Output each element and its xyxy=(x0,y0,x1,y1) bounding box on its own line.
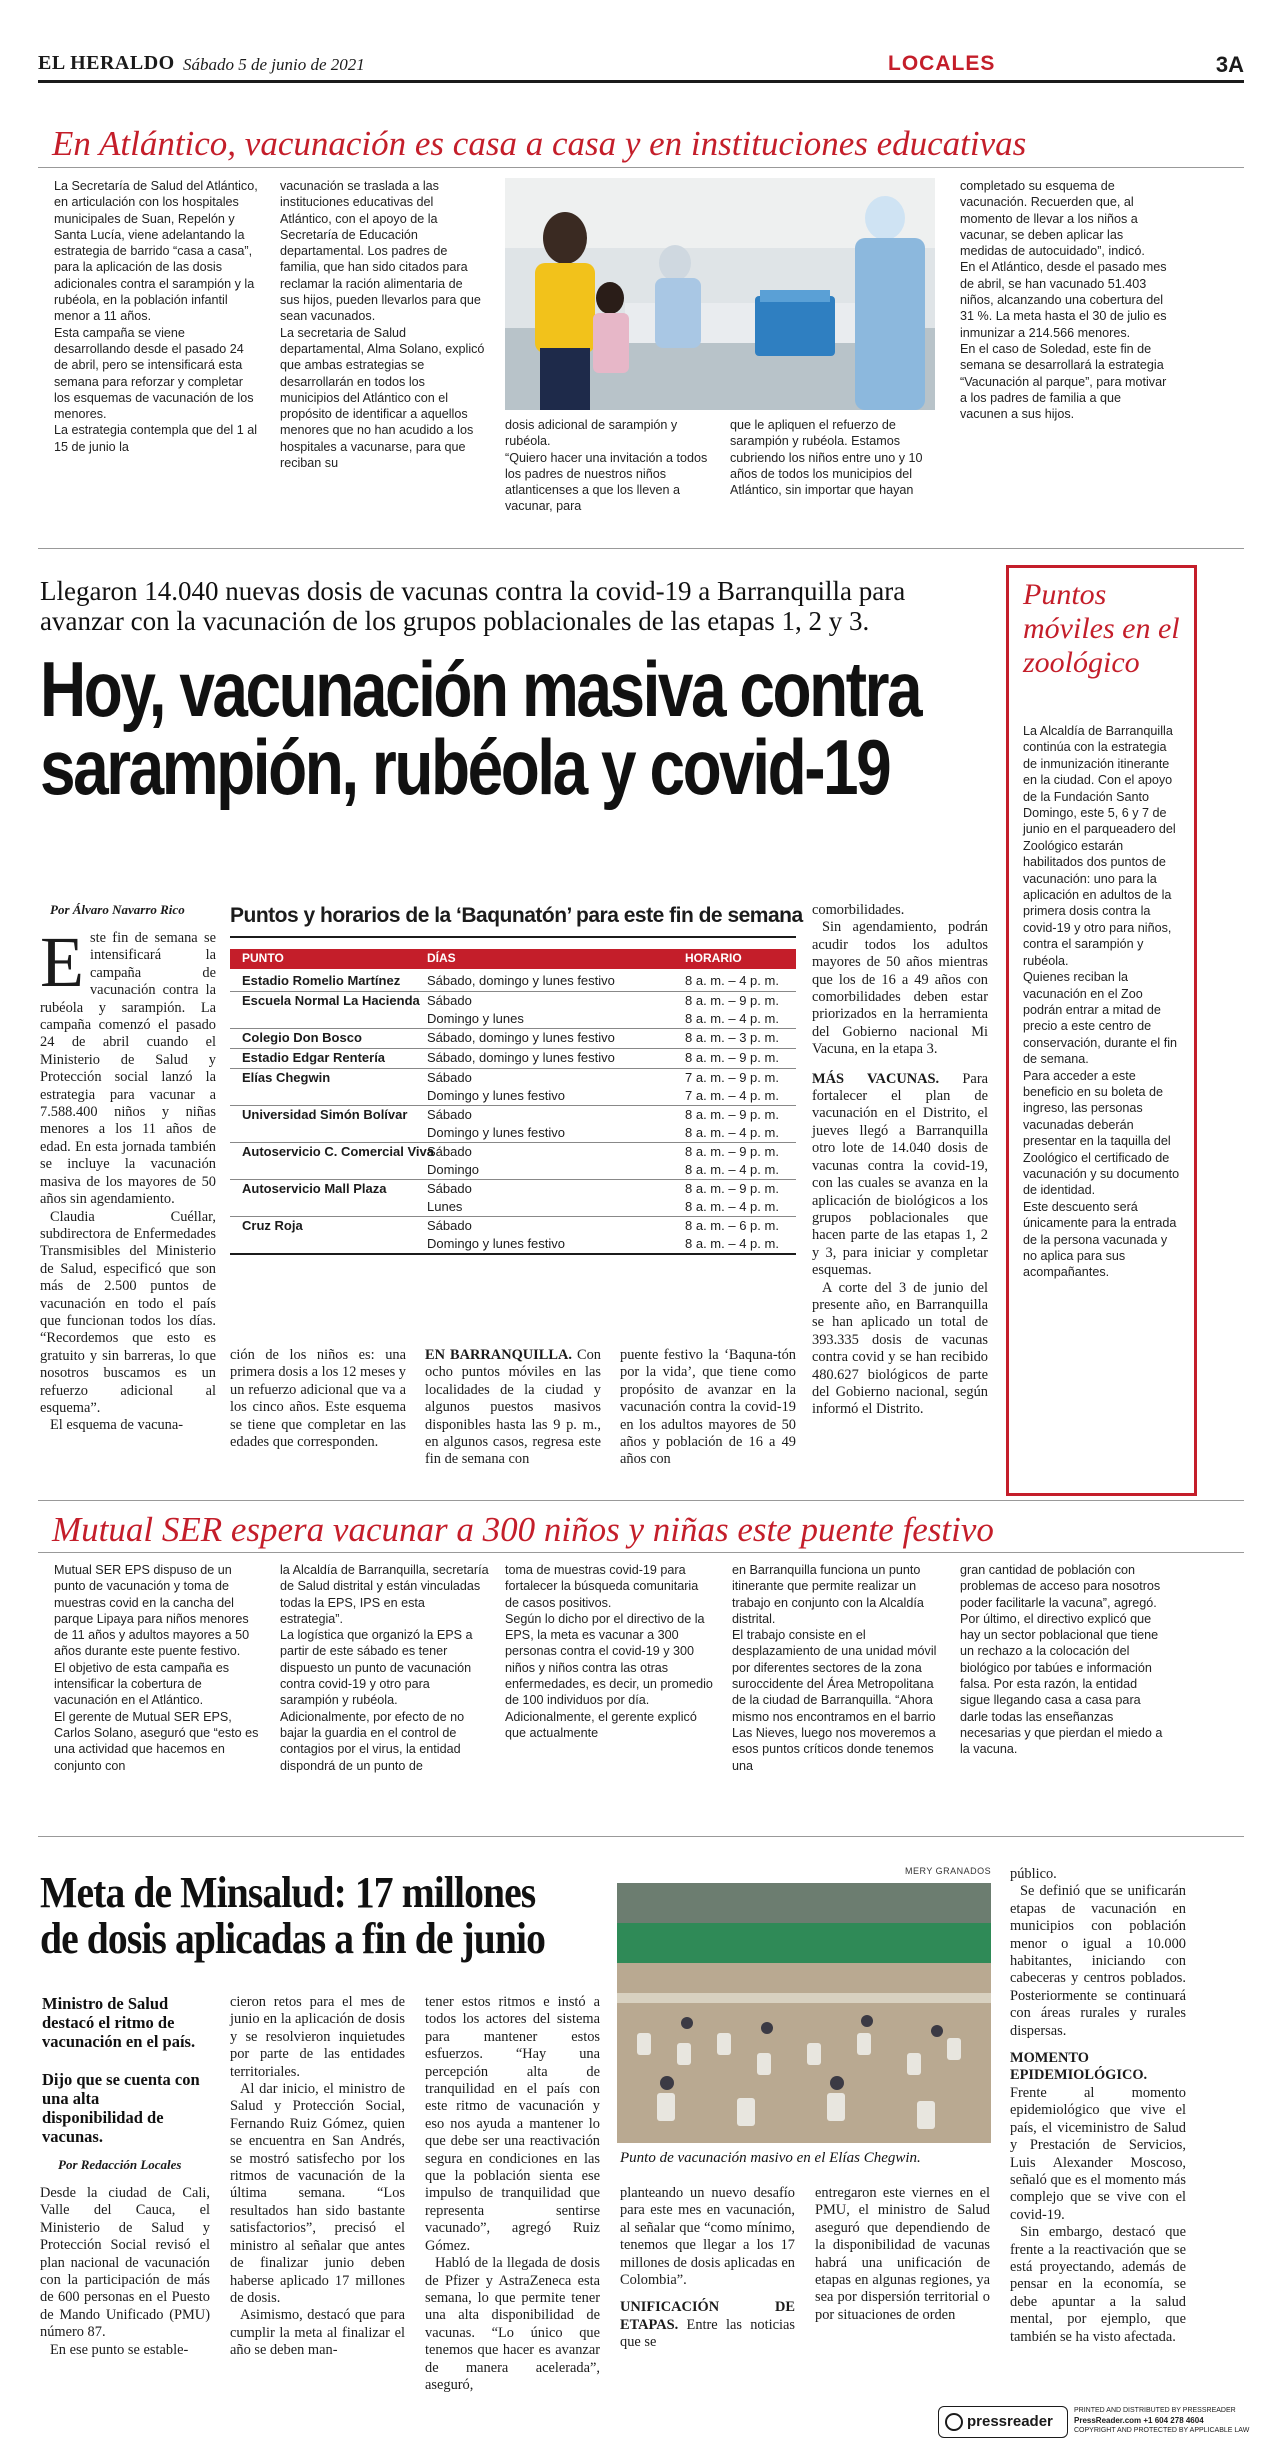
sidebar-zoo-box xyxy=(1006,565,1197,1496)
story2-byline: Por Álvaro Navarro Rico xyxy=(50,902,185,917)
story3-col3: toma de muestras covid-19 para fortalecer la búsqueda comunitaria de casos positivos. Según lo dicho por el directivo de la EPS, la meta es vacunar a 300 personas contra el covid-19 y 300 niños y niños contra las otras enfermedades, es decir, un promedio de 100 individuos por día. Adicionalmente, el gerente explicó que actualmente xyxy=(505,1563,713,1740)
story1-col5: completado su esquema de vacunación. Recuerden que, al momento de llevar a los niños a vacunar, se deben aplicar las medidas de autocuidado”, indicó. En el Atlántico, desde el pasado mes de abril, se han vacunado 51.403 niños, alcanzando una cobertura del 31 %. La meta hasta el 30 de julio es inmunizar a 214.566 menores. En el caso de Soledad, este fin de semana se desarrollará la estrategia “Vacunación al parque”, para motivar a los padres de familia a que vacunen a sus hijos. xyxy=(960,179,1167,422)
col-header-horario: HORARIO xyxy=(685,951,742,965)
photo-credit: MERY GRANADOS xyxy=(905,1866,992,1876)
photo-caption: Punto de vacunación masivo en el Elías Chegwin. xyxy=(620,2150,921,2166)
story2-subhead: Llegaron 14.040 nuevas dosis de vacunas contra la covid-19 a Barranquilla para avanzar con la vacunación de los grupos poblacionales de las etapas 1, 2 y 3. xyxy=(40,576,906,636)
story1-col1: La Secretaría de Salud del Atlántico, en articulación con los hospitales municipales de Suan, Repelón y Santa Lucía, viene adelantando la estrategia de barrido “casa a casa”, para la aplicación de las dosis adicionales contra el sarampión y la rubéola, en la población infantil menor a 11 años. Esta campaña se viene desarrollando desde el pasado 24 de abril, pero se intensificará esta semana para reforzar y completar los esquemas de vacunación de los menores. La estrategia contempla que del 1 al 15 de junio la xyxy=(54,179,258,454)
story2-col5: comorbilidades. Sin agendamiento, podrán acudir todos los adultos mayores de 50 años mientras que los de 16 a 49 años con comorbilidades deben estar priorizados en la herramienta del Gobierno nacional Mi Vacuna, en la etapa 3. MÁS VACUNAS. Para fortalecer el plan de vacunación en el Distrito, el jueves llegó a Barranquilla otro lote de 14.040 dosis de vacunas contra la covid-19, con las cuales se avanza en la aplicación de biológicos a los grupos poblacionales que hacen parte de las etapas 1, 2 y 3, para iniciar y completar esquemas. A corte del 3 de junio del presente año, en Barranquilla se han aplicado un total de 393.335 dosis de vacunas contra covid y se han recibido 480.627 biológicos de parte del Gobierno nacional, según informó el Distrito. xyxy=(812,902,988,1418)
story3-headline: Mutual SER espera vacunar a 300 niños y niñas este puente festivo xyxy=(52,1510,994,1549)
story4-col4: planteando un nuevo desafío para este mes en vacunación, al señalar que “como mínimo, tenemos que llegar a los 17 millones de dosis aplicadas en Colombia”. UNIFICACIÓN DE ETAPAS. Entre las noticias que se xyxy=(620,2185,795,2351)
story4-col6: público. Se definió que se unificarán etapas de vacunación en municipios con población menor o igual a 10.000 habitantes, iniciando con cabeceras y centros poblados. Posteriormente se continuará con áreas rurales y rurales dispersas. MOMENTO EPIDEMIOLÓGICO. Frente al momento epidemiológico que vive el país, el viceministro de Salud y Prestación de Servicios, Luis Alexander Moscoso, señaló que es el momento más complejo que se vive con el covid-19. Sin embargo, destacó que frente a la reactivación que se está proyectando, además de pensar en la economía, se debe apuntar a la salud mental, por ejemplo, que también se ha visto afectada. xyxy=(1010,1866,1186,2345)
table-row: Cruz Roja Sábado Domingo y lunes festivo 8 a. m. – 6 p. m. 8 a. m. – 4 p. m. xyxy=(230,1217,796,1255)
story1-headline: En Atlántico, vacunación es casa a casa y en instituciones educativas xyxy=(52,124,1027,163)
sidebar-title: Puntos móviles en el zoológico xyxy=(1023,578,1180,679)
story1-col2: vacunación se traslada a las instituciones educativas del Atlántico, con el apoyo de la Secretaría de Educación departamental. Los padres de familia, que han sido citados para reclamar la ración alimentaria de sus hijos, pueden llevarlos para que sean vacunados. La secretaria de Salud departamental, Alma Solano, explicó que ambas estrategias se desarrollarán en todos los municipios del Atlántico con el propósito de identificar a aquellos menores que no han acudido a los hospitales a vacunarse, para que reciban su xyxy=(280,179,485,471)
story4-headline: Meta de Minsalud: 17 millones de dosis aplicadas a fin de junio xyxy=(40,1868,546,1963)
story3-col1: Mutual SER EPS dispuso de un punto de vacunación y toma de muestras covid en la cancha del parque Lipaya para niños menores de 11 años y adultos mayores a 50 años durante este puente festivo. El objetivo de esta campaña es intensificar la cobertura de vacunación en el Atlántico. El gerente de Mutual SER EPS, Carlos Solano, aseguró que “esto es una actividad que hacemos en conjunto con xyxy=(54,1563,259,1773)
story1-col4: que le apliquen el refuerzo de sarampión y rubéola. Estamos cubriendo los niños entre uno y 10 años de todos los municipios del Atlántico, sin importar que hayan xyxy=(730,418,923,498)
story4-col1: Desde la ciudad de Cali, Valle del Cauca, el Ministerio de Salud y Protección Social revisó el plan nacional de vacunación con la participación de más de 600 personas en el Puesto de Mando Unificado (PMU) número 87. En ese punto se estable- xyxy=(40,2185,210,2358)
publication-name: EL HERALDO xyxy=(38,52,175,74)
story4-col5: entregaron este viernes en el PMU, el ministro de Salud aseguró que dependiendo de la disponibilidad de vacunas habrá una unificación de etapas en algunas regiones, ya sea por dispersión territorial o por situaciones de orden xyxy=(815,2185,990,2323)
table-row: Autoservicio Mall Plaza Sábado Lunes 8 a. m. – 9 p. m. 8 a. m. – 4 p. m. xyxy=(230,1180,796,1217)
table-title: Puntos y horarios de la ‘Baqunatón’ para este fin de semana xyxy=(230,904,803,927)
sidebar-body: La Alcaldía de Barranquilla continúa con la estrategia de inmunización itinerante en la ciudad. Con el apoyo de la Fundación Santo Domingo, este 5, 6 y 7 de junio en el parqueadero del Zoológico estarán habilitados dos puntos de vacunación: uno para la aplicación en adultos de la primera dosis contra la covid-19 y otro para niños, contra el sarampión y rubéola. Quienes reciban la vacunación en el Zoo podrán entrar a mitad de precio a este centro de conservación, durante el fin de semana. Para acceder a este beneficio en su boleta de ingreso, las personas vacunadas deberán presentar en la taquilla del Zoológico el certificado de vacunación y su documento de identidad. Este descuento será únicamente para la entrada de la persona vacunada y no aplica para sus acompañantes. xyxy=(1023,724,1180,1280)
pressreader-legal: PRINTED AND DISTRIBUTED BY PRESSREADER PressReader.com +1 604 278 4604 COPYRIGHT AND PROTECTED BY APPLICABLE LAW xyxy=(1074,2407,1250,2434)
schedule-table xyxy=(230,904,803,1251)
table-row: Estadio Romelio Martínez Sábado, domingo y lunes festivo 8 a. m. – 4 p. m. xyxy=(230,972,796,992)
story2-headline: Hoy, vacunación masiva contra sarampión, rubéola y covid-19 xyxy=(40,645,921,811)
story4-col2: cieron retos para el mes de junio en la aplicación de dosis y se resolvieron inquietudes por parte de las entidades territoriales. Al dar inicio, el ministro de Salud y Protección Social, Fernando Ruiz Gómez, quien se encuentra en San Andrés, se mostró satisfecho por los ritmos de vacunación de la última semana. “Los resultados han sido bastante satisfactorios”, precisó el ministro al señalar que antes de finalizar junio deben haberse aplicado 17 millones de dosis. Asimismo, destacó que para cumplir la meta al finalizar el año se deben man- xyxy=(230,1994,405,2359)
table-row: Colegio Don Bosco Sábado, domingo y lunes festivo 8 a. m. – 3 p. m. xyxy=(230,1029,796,1049)
story1-col3: dosis adicional de sarampión y rubéola. “Quiero hacer una invitación a todos los padres de nuestros niños atlanticenses a que los lleven a vacunar, para xyxy=(505,418,708,514)
table-row: Escuela Normal La Hacienda Sábado Domingo y lunes 8 a. m. – 9 p. m. 8 a. m. – 4 p. m. xyxy=(230,992,796,1029)
table-row: Estadio Edgar Rentería Sábado, domingo y lunes festivo 8 a. m. – 9 p. m. xyxy=(230,1049,796,1069)
story2-col3: EN BARRANQUILLA. Con ocho puntos móviles en las localidades de la ciudad y algunos puestos masivos disponibles hasta las 9 p. m., en algunos casos, regresa este fin de semana con xyxy=(425,1347,601,1468)
table-row: Autoservicio C. Comercial Viva Sábado Domingo 8 a. m. – 9 p. m. 8 a. m. – 4 p. m. xyxy=(230,1143,796,1180)
vaccination-photo-children xyxy=(505,178,935,410)
story3-col4: en Barranquilla funciona un punto itinerante que permite realizar un trabajo en conjunto con la Alcaldía distrital. El trabajo consiste en el desplazamiento de una unidad móvil por diferentes sectores de la zona suroccidente del Área Metropolitana de la ciudad de Barranquilla. “Ahora mismo nos encontramos en el barrio Las Nieves, luego nos moveremos a esos puntos críticos donde tenemos una xyxy=(732,1563,937,1773)
table-header-row xyxy=(230,949,796,969)
publication-date: Sábado 5 de junio de 2021 xyxy=(183,55,365,74)
story3-col2: la Alcaldía de Barranquilla, secretaría de Salud distrital y están vinculadas todas la EPS, IPS en esta estrategia”. La logística que organizó la EPS a partir de este sábado es tener dispuesto un punto de vacunación contra covid-19 y otro para sarampión y rubéola. Adicionalmente, por efecto de no bajar la guardia en el control de contagios por el virus, la entidad dispondrá de un punto de xyxy=(280,1563,489,1773)
story4-col3: tener estos ritmos e instó a todos los actores del sistema para mantener estos esfuerzos. “Hay una percepción alta de tranquilidad en el país con este ritmo de vacunación y eso nos ayuda a mantener lo que debe ser una reactivación segura en condiciones en las que la población sienta ese impulso de tranquilidad que representa sentirse vacunado”, agregó Ruiz Gómez. Habló de la llegada de dosis de Pfizer y AstraZeneca esta semana, lo que permite tener una alta disponibilidad de vacunas. “Lo único que tenemos que hacer es avanzar de manera acelerada”, aseguró, xyxy=(425,1994,600,2393)
page-number: 3A xyxy=(1215,52,1244,77)
vaccination-photo-coliseum xyxy=(617,1883,991,2143)
table-row: Universidad Simón Bolívar Sábado Domingo y lunes festivo 8 a. m. – 9 p. m. 8 a. m. – 4 p. m. xyxy=(230,1106,796,1143)
table-row: Elías Chegwin Sábado Domingo y lunes festivo 7 a. m. – 9 p. m. 7 a. m. – 4 p. m. xyxy=(230,1069,796,1106)
story2-col4: puente festivo la ‘Baquna-tón por la vida’, que tiene como propósito de avanzar en la vacunación contra la covid-19 en los adultos mayores de 50 años y población de 16 a 49 años con xyxy=(620,1347,796,1468)
pressreader-logo: pressreader xyxy=(938,2406,1068,2438)
dropcap: E xyxy=(40,922,84,1002)
story4-byline: Por Redacción Locales xyxy=(58,2157,182,2172)
col-header-punto: PUNTO xyxy=(242,951,284,965)
col-header-dias: DÍAS xyxy=(427,951,456,965)
page-header xyxy=(38,52,1244,83)
story2-col1: Este fin de semana se intensificará la campaña de vacunación contra la rubéola y sarampión. La campaña comenzó el pasado 24 de abril cuando el Ministerio de Salud y Protección social lanzó la estrategia para vacunar a 7.588.400 niños y niñas menores a los 11 años de edad. En esta jornada también se incluye la vacunación masiva de los mayores de 50 años sin agendamiento. Claudia Cuéllar, subdirectora de Enfermedades Transmisibles del Ministerio de Salud, especificó que son más de 2.500 puntos de vacunación en todo el país que funcionan todos los días. “Recordemos que esto es gratuito y sin barreras, lo que nosotros buscamos es un refuerzo adicional al esquema”. El esquema de vacuna- xyxy=(40,922,216,1434)
story4-deck2: Dijo que se cuenta con una alta disponibilidad de vacunas. xyxy=(42,2070,200,2146)
story2-col2: ción de los niños es: una primera dosis a los 12 meses y un refuerzo adicional que va a los cinco años. Este esquema se tiene que completar en las edades que corresponden. xyxy=(230,1347,406,1451)
story4-deck1: Ministro de Salud destacó el ritmo de vacunación en el país. xyxy=(42,1994,196,2051)
story3-col5: gran cantidad de población con problemas de acceso para nosotros poder facilitarle la vacuna”, agregó. Por último, el directivo explicó que hay un sector poblacional que tiene un rechazo a la colocación del biológico por tabúes e información falsa. Por esta razón, la entidad sigue llegando casa a casa para darle todas las enseñanzas necesarias y que pierdan el miedo a la vacuna. xyxy=(960,1563,1163,1757)
pressreader-footer xyxy=(938,2404,1250,2440)
section-name: LOCALES xyxy=(888,52,996,75)
pressreader-icon xyxy=(945,2413,963,2431)
